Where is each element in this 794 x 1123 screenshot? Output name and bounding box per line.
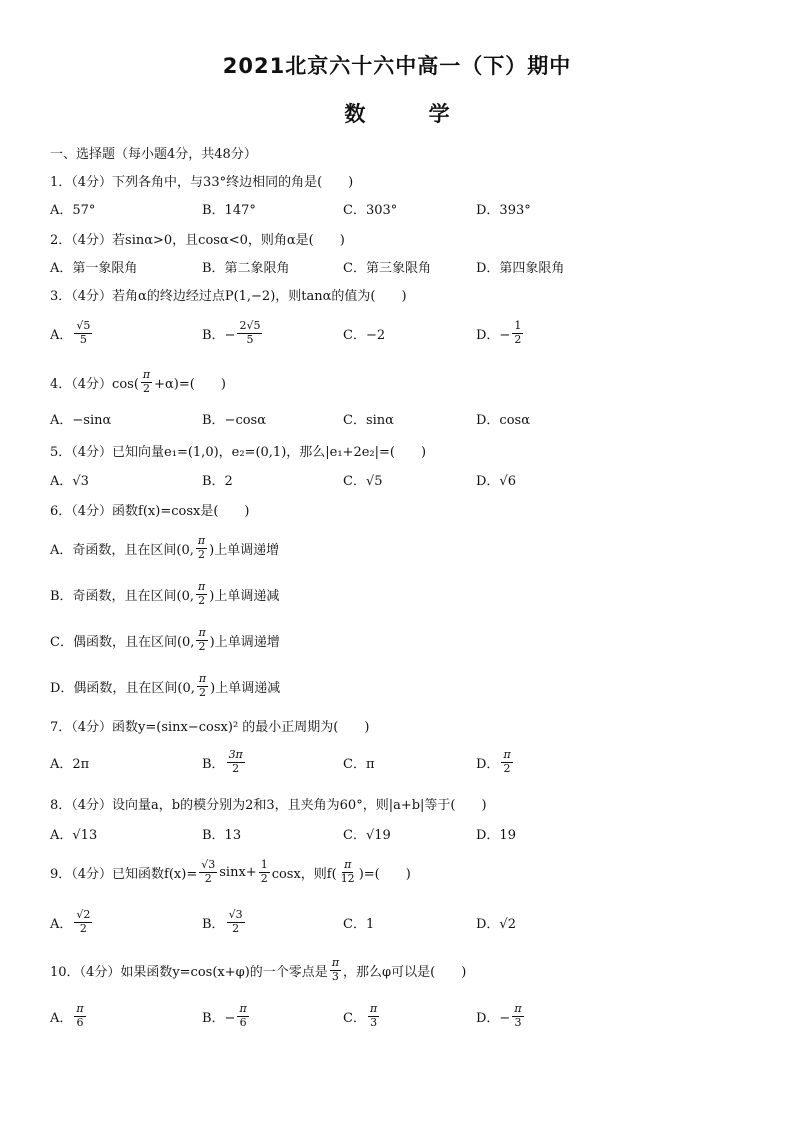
denominator: 2 bbox=[232, 761, 240, 775]
fraction bbox=[259, 859, 270, 885]
option-a bbox=[50, 902, 94, 942]
option-d bbox=[476, 744, 515, 780]
denominator: 3 bbox=[331, 969, 339, 983]
numerator: 1 bbox=[514, 318, 522, 332]
numerator: π bbox=[344, 857, 352, 871]
denominator: 3 bbox=[514, 1015, 522, 1029]
numerator: π bbox=[198, 579, 206, 593]
option-b bbox=[202, 902, 247, 942]
option-text: )上单调递增 bbox=[209, 634, 280, 650]
numerator: π bbox=[514, 1001, 522, 1015]
question-2-stem: 2．（4分）若sinα>0，且cosα<0，则角α是( ) bbox=[50, 233, 345, 248]
option-b: B．−cosα bbox=[202, 412, 267, 428]
fraction bbox=[512, 1003, 523, 1029]
fraction bbox=[196, 627, 207, 653]
numerator: π bbox=[198, 671, 207, 685]
exam-title: 2021北京六十六中高一（下）期中 bbox=[222, 54, 572, 78]
option-label: C． bbox=[343, 1010, 366, 1026]
option-c: C．−2 bbox=[343, 327, 386, 343]
option-a: A．2π bbox=[50, 756, 90, 772]
exam-subject: 数 学 bbox=[344, 102, 478, 126]
question-4-options bbox=[50, 403, 750, 433]
stem-text: 10．（4分）如果函数y=cos(x+φ)的一个零点是 bbox=[50, 964, 328, 980]
question-8-stem: 8．（4分）设向量a，b的模分别为2和3，且夹角为60°，则|a+b|等于( ) bbox=[50, 798, 487, 813]
option-d: D．√2 bbox=[476, 916, 516, 932]
denominator: 6 bbox=[239, 1015, 247, 1029]
fraction bbox=[339, 859, 357, 885]
option-c: C．π bbox=[343, 756, 375, 772]
denominator: 2 bbox=[143, 381, 151, 395]
question-10-options bbox=[50, 996, 750, 1036]
fraction bbox=[196, 535, 207, 561]
option-d: D．393° bbox=[476, 202, 531, 218]
fraction bbox=[330, 957, 341, 983]
option-a bbox=[50, 313, 94, 353]
question-4-stem bbox=[50, 366, 226, 398]
option-b: B．147° bbox=[202, 202, 256, 218]
option-d: D．cosα bbox=[476, 412, 530, 428]
question-6-option-c bbox=[50, 622, 280, 658]
option-b bbox=[202, 996, 251, 1036]
option-c bbox=[343, 996, 381, 1036]
denominator: 2 bbox=[198, 593, 206, 607]
fraction bbox=[501, 749, 512, 775]
numerator: π bbox=[369, 1001, 378, 1015]
question-6-stem: 6．（4分）函数f(x)=cosx是( ) bbox=[50, 504, 250, 519]
option-a: A．第一象限角 bbox=[50, 260, 138, 276]
numerator: 2√5 bbox=[239, 318, 261, 332]
option-text: C．偶函数，且在区间(0, bbox=[50, 634, 195, 650]
stem-text: 4．（4分）cos( bbox=[50, 376, 139, 392]
fraction bbox=[237, 320, 262, 346]
option-label: B．− bbox=[202, 1010, 236, 1026]
denominator: 2 bbox=[199, 685, 207, 699]
option-label: A． bbox=[50, 916, 73, 932]
numerator: √3 bbox=[228, 907, 243, 921]
option-label: D． bbox=[476, 756, 500, 772]
option-text: A．奇函数，且在区间(0, bbox=[50, 542, 194, 558]
question-6-option-d bbox=[50, 668, 280, 704]
denominator: 2 bbox=[514, 332, 522, 346]
stem-text: sinx+ bbox=[219, 864, 257, 880]
question-2-options bbox=[50, 250, 750, 282]
option-a: A．57° bbox=[50, 202, 96, 218]
option-label: B． bbox=[202, 756, 225, 772]
denominator: 3 bbox=[370, 1015, 378, 1029]
denominator: 2 bbox=[79, 921, 87, 935]
fraction bbox=[368, 1003, 379, 1029]
numerator: √5 bbox=[76, 318, 91, 332]
denominator: 5 bbox=[79, 332, 87, 346]
fraction bbox=[141, 369, 152, 395]
numerator: π bbox=[503, 747, 511, 761]
stem-text: cosx，则f( bbox=[271, 866, 337, 882]
option-label: A． bbox=[50, 1010, 73, 1026]
section-title: 一、选择题（每小题4分，共48分） bbox=[50, 147, 257, 162]
option-label: D．− bbox=[476, 1010, 511, 1026]
denominator: 2 bbox=[198, 639, 206, 653]
fraction bbox=[74, 909, 92, 935]
denominator: 2 bbox=[232, 921, 240, 935]
question-8-options bbox=[50, 818, 750, 848]
option-d: D．√6 bbox=[476, 473, 516, 489]
option-label: A． bbox=[50, 327, 73, 343]
question-1-options bbox=[50, 192, 750, 224]
fraction bbox=[199, 859, 217, 885]
option-d: D．19 bbox=[476, 827, 516, 843]
option-a bbox=[50, 996, 88, 1036]
option-c: C．sinα bbox=[343, 412, 394, 428]
stem-text: 9．（4分）已知函数f(x)= bbox=[50, 866, 198, 882]
option-b bbox=[202, 313, 264, 353]
option-a: A．√13 bbox=[50, 827, 98, 843]
option-a: A．−sinα bbox=[50, 412, 112, 428]
option-b: B．第二象限角 bbox=[202, 260, 290, 276]
question-9-options bbox=[50, 902, 750, 942]
question-3-stem: 3．（4分）若角α的终边经过点P(1,−2)，则tanα的值为( ) bbox=[50, 289, 407, 304]
denominator: 5 bbox=[246, 332, 254, 346]
option-text: )上单调递增 bbox=[209, 542, 280, 558]
option-d bbox=[476, 313, 525, 353]
option-c: C．√5 bbox=[343, 473, 383, 489]
question-6-option-b bbox=[50, 576, 279, 612]
fraction bbox=[227, 749, 245, 775]
numerator: π bbox=[331, 955, 340, 969]
option-d bbox=[476, 996, 526, 1036]
stem-text: +α)=( ) bbox=[154, 376, 226, 392]
question-5-stem: 5．（4分）已知向量e₁=(1,0)，e₂=(0,1)，那么|e₁+2e₂|=( ) bbox=[50, 445, 427, 460]
denominator: 2 bbox=[197, 547, 205, 561]
denominator: 2 bbox=[260, 871, 268, 885]
numerator: π bbox=[239, 1001, 247, 1015]
question-7-options bbox=[50, 744, 750, 780]
denominator: 6 bbox=[76, 1015, 84, 1029]
fraction bbox=[197, 673, 208, 699]
numerator: π bbox=[198, 625, 206, 639]
fraction bbox=[74, 1003, 85, 1029]
denominator: 12 bbox=[340, 871, 355, 885]
fraction bbox=[512, 320, 523, 346]
question-1-stem: 1．（4分）下列各角中，与33°终边相同的角是( ) bbox=[50, 175, 354, 190]
option-c: C．√19 bbox=[343, 827, 391, 843]
numerator: √3 bbox=[201, 857, 216, 871]
option-text: B．奇函数，且在区间(0, bbox=[50, 588, 195, 604]
option-label: B． bbox=[202, 916, 225, 932]
option-b: B．2 bbox=[202, 473, 233, 489]
numerator: π bbox=[197, 533, 206, 547]
question-6-option-a bbox=[50, 530, 279, 566]
option-text: D．偶函数，且在区间(0, bbox=[50, 680, 195, 696]
stem-text: )=( ) bbox=[358, 866, 411, 882]
stem-text: ，那么φ可以是( ) bbox=[343, 964, 467, 980]
option-label: B．− bbox=[202, 327, 236, 343]
numerator: π bbox=[142, 367, 151, 381]
fraction bbox=[227, 909, 245, 935]
option-text: )上单调递减 bbox=[209, 588, 280, 604]
fraction bbox=[196, 581, 207, 607]
option-b: B．13 bbox=[202, 827, 242, 843]
question-3-options bbox=[50, 313, 750, 353]
denominator: 2 bbox=[204, 871, 212, 885]
option-b bbox=[202, 744, 247, 780]
numerator: 3π bbox=[228, 747, 243, 761]
fraction bbox=[74, 320, 92, 346]
question-5-options bbox=[50, 464, 750, 494]
option-c: C．1 bbox=[343, 916, 375, 932]
numerator: π bbox=[76, 1001, 84, 1015]
option-a: A．√3 bbox=[50, 473, 89, 489]
option-c: C．303° bbox=[343, 202, 398, 218]
option-d: D．第四象限角 bbox=[476, 260, 565, 276]
fraction bbox=[237, 1003, 248, 1029]
option-label: D．− bbox=[476, 327, 511, 343]
question-7-stem: 7．（4分）函数y=(sinx−cosx)² 的最小正周期为( ) bbox=[50, 720, 370, 735]
numerator: 1 bbox=[260, 857, 268, 871]
denominator: 2 bbox=[503, 761, 511, 775]
option-text: )上单调递减 bbox=[210, 680, 281, 696]
question-9-stem bbox=[50, 853, 411, 891]
question-10-stem bbox=[50, 953, 466, 987]
numerator: √2 bbox=[76, 907, 91, 921]
option-c: C．第三象限角 bbox=[343, 260, 431, 276]
